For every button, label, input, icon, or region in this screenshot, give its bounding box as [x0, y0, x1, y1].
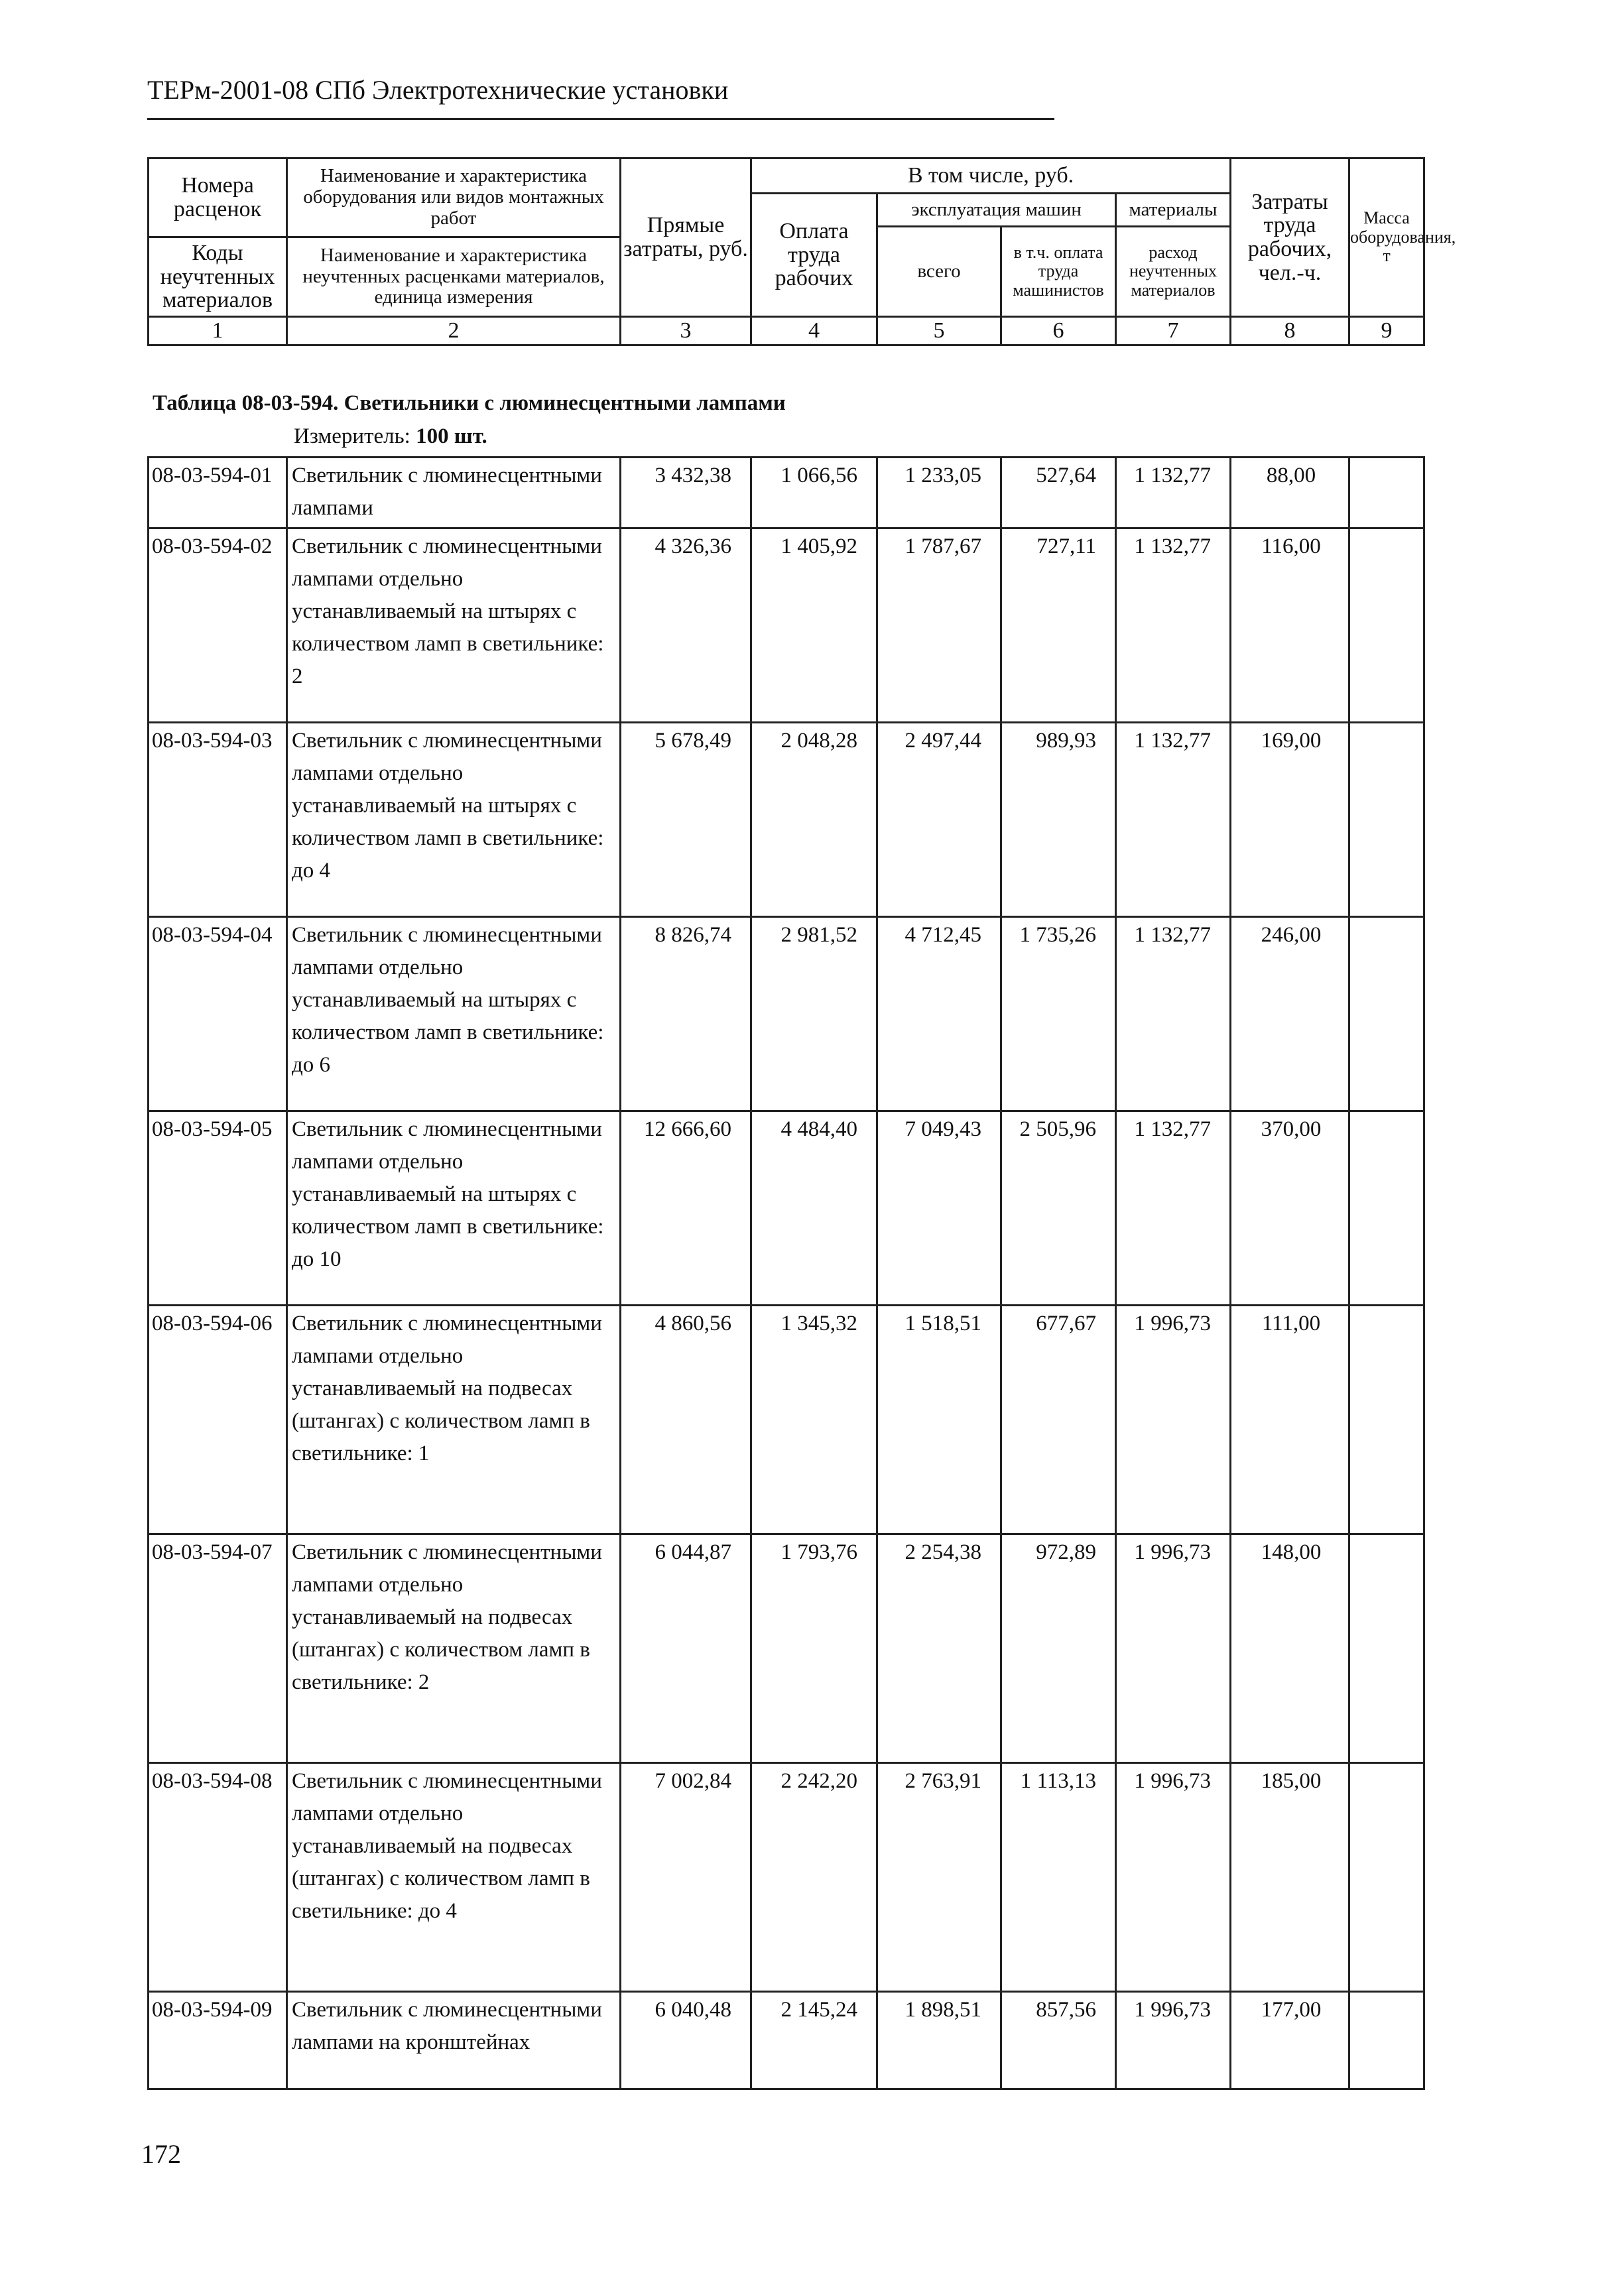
price-table — [147, 456, 1425, 2090]
col8-header: Затраты труда рабочих, чел.-ч. — [1231, 158, 1349, 317]
col5-header: всего — [877, 227, 1001, 317]
cell-hours: 148,00 — [1231, 1534, 1349, 1763]
table-row — [149, 1306, 1424, 1534]
cell-hours: 111,00 — [1231, 1306, 1349, 1534]
cell-operators: 2 505,96 — [1001, 1111, 1116, 1306]
cell-labor: 1 793,76 — [751, 1534, 877, 1763]
cell-desc: Светильник с люминесцентными лампами отдельно устанавливаемый на штырях с количеством ламп в светильнике: 2 — [287, 528, 621, 723]
cell-operators: 677,67 — [1001, 1306, 1116, 1534]
cell-materials: 1 132,77 — [1116, 1111, 1231, 1306]
column-number: 1 — [149, 317, 287, 345]
cell-direct: 7 002,84 — [621, 1763, 751, 1992]
cell-labor: 2 242,20 — [751, 1763, 877, 1992]
col6-header: в т.ч. оплата труда машинистов — [1001, 227, 1116, 317]
cell-direct: 4 326,36 — [621, 528, 751, 723]
cell-mass — [1349, 1992, 1424, 2089]
cell-mass — [1349, 528, 1424, 723]
cell-labor: 2 145,24 — [751, 1992, 877, 2089]
table-row — [149, 723, 1424, 917]
cell-machines: 1 898,51 — [877, 1992, 1001, 2089]
cell-operators: 857,56 — [1001, 1992, 1116, 2089]
cell-operators: 1 735,26 — [1001, 917, 1116, 1111]
cell-mass — [1349, 723, 1424, 917]
cell-materials: 1 996,73 — [1116, 1534, 1231, 1763]
cell-desc: Светильник с люминесцентными лампами — [287, 458, 621, 528]
col2-header-top: Наименование и характеристика оборудования или видов монтажных работ — [287, 158, 621, 237]
materials-group-header: материалы — [1116, 194, 1231, 227]
table-row — [149, 528, 1424, 723]
cell-hours: 246,00 — [1231, 917, 1349, 1111]
cell-operators: 727,11 — [1001, 528, 1116, 723]
cell-labor: 2 981,52 — [751, 917, 877, 1111]
cell-materials: 1 132,77 — [1116, 528, 1231, 723]
cell-hours: 88,00 — [1231, 458, 1349, 528]
col4-header: Оплата труда рабочих — [751, 194, 877, 317]
cell-mass — [1349, 1306, 1424, 1534]
col1-header-top: Номера расценок — [149, 158, 287, 237]
cell-hours: 185,00 — [1231, 1763, 1349, 1992]
column-header-table — [147, 157, 1456, 346]
table-row — [149, 1534, 1424, 1763]
column-number: 3 — [621, 317, 751, 345]
cell-machines: 7 049,43 — [877, 1111, 1001, 1306]
cell-code: 08-03-594-04 — [149, 917, 287, 1111]
table-caption: Таблица 08-03-594. Светильники с люминесцентными лампами — [153, 391, 786, 415]
cell-machines: 2 497,44 — [877, 723, 1001, 917]
page-number: 172 — [141, 2139, 181, 2169]
cell-code: 08-03-594-02 — [149, 528, 287, 723]
cell-direct: 6 040,48 — [621, 1992, 751, 2089]
cell-mass — [1349, 1534, 1424, 1763]
unit-value: 100 шт. — [416, 424, 487, 448]
cell-hours: 116,00 — [1231, 528, 1349, 723]
cell-materials: 1 996,73 — [1116, 1992, 1231, 2089]
cell-materials: 1 996,73 — [1116, 1306, 1231, 1534]
cell-mass — [1349, 1763, 1424, 1992]
column-number: 9 — [1349, 317, 1424, 345]
page-header-title: ТЕРм-2001-08 СПб Электротехнические установки — [147, 75, 729, 105]
table-row — [149, 1992, 1424, 2089]
cell-hours: 370,00 — [1231, 1111, 1349, 1306]
group-header: В том числе, руб. — [751, 158, 1231, 194]
cell-desc: Светильник с люминесцентными лампами на кронштейнах — [287, 1992, 621, 2089]
column-number: 5 — [877, 317, 1001, 345]
cell-machines: 1 518,51 — [877, 1306, 1001, 1534]
column-number: 6 — [1001, 317, 1116, 345]
cell-labor: 2 048,28 — [751, 723, 877, 917]
cell-direct: 8 826,74 — [621, 917, 751, 1111]
unit-label: Измеритель: — [294, 424, 410, 448]
cell-operators: 972,89 — [1001, 1534, 1116, 1763]
cell-hours: 169,00 — [1231, 723, 1349, 917]
column-number: 7 — [1116, 317, 1231, 345]
cell-direct: 6 044,87 — [621, 1534, 751, 1763]
cell-operators: 989,93 — [1001, 723, 1116, 917]
cell-hours: 177,00 — [1231, 1992, 1349, 2089]
col2-header-bottom: Наименование и характеристика неучтенных расценками материалов, единица измерения — [287, 237, 621, 317]
cell-direct: 4 860,56 — [621, 1306, 751, 1534]
cell-machines: 1 787,67 — [877, 528, 1001, 723]
cell-code: 08-03-594-03 — [149, 723, 287, 917]
cell-materials: 1 132,77 — [1116, 917, 1231, 1111]
cell-operators: 527,64 — [1001, 458, 1116, 528]
cell-labor: 4 484,40 — [751, 1111, 877, 1306]
cell-materials: 1 132,77 — [1116, 458, 1231, 528]
column-number: 2 — [287, 317, 621, 345]
cell-labor: 1 405,92 — [751, 528, 877, 723]
table-row — [149, 1763, 1424, 1992]
cell-machines: 1 233,05 — [877, 458, 1001, 528]
table-row — [149, 1111, 1424, 1306]
header-rule — [147, 118, 1054, 120]
cell-code: 08-03-594-07 — [149, 1534, 287, 1763]
unit-of-measure — [294, 424, 487, 449]
cell-code: 08-03-594-01 — [149, 458, 287, 528]
cell-machines: 2 254,38 — [877, 1534, 1001, 1763]
cell-code: 08-03-594-06 — [149, 1306, 287, 1534]
cell-code: 08-03-594-08 — [149, 1763, 287, 1992]
cell-machines: 2 763,91 — [877, 1763, 1001, 1992]
cell-code: 08-03-594-05 — [149, 1111, 287, 1306]
cell-materials: 1 996,73 — [1116, 1763, 1231, 1992]
col1-header-bottom: Коды неучтенных материалов — [149, 237, 287, 317]
cell-labor: 1 345,32 — [751, 1306, 877, 1534]
col7-header: расход неучтенных материалов — [1116, 227, 1231, 317]
cell-mass — [1349, 458, 1424, 528]
cell-desc: Светильник с люминесцентными лампами отдельно устанавливаемый на штырях с количеством ламп в светильнике: до 10 — [287, 1111, 621, 1306]
cell-labor: 1 066,56 — [751, 458, 877, 528]
cell-desc: Светильник с люминесцентными лампами отдельно устанавливаемый на штырях с количеством ламп в светильнике: до 6 — [287, 917, 621, 1111]
cell-operators: 1 113,13 — [1001, 1763, 1116, 1992]
cell-desc: Светильник с люминесцентными лампами отдельно устанавливаемый на подвесах (штангах) с количеством ламп в светильнике: 2 — [287, 1534, 621, 1763]
col9-header: Масса оборудования, т — [1349, 158, 1424, 317]
column-number: 8 — [1231, 317, 1349, 345]
cell-desc: Светильник с люминесцентными лампами отдельно устанавливаемый на штырях с количеством ламп в светильнике: до 4 — [287, 723, 621, 917]
cell-mass — [1349, 1111, 1424, 1306]
machines-group-header: эксплуатация машин — [877, 194, 1116, 227]
cell-desc: Светильник с люминесцентными лампами отдельно устанавливаемый на подвесах (штангах) с количеством ламп в светильнике: 1 — [287, 1306, 621, 1534]
cell-direct: 5 678,49 — [621, 723, 751, 917]
table-row — [149, 458, 1424, 528]
cell-direct: 3 432,38 — [621, 458, 751, 528]
cell-mass — [1349, 917, 1424, 1111]
cell-materials: 1 132,77 — [1116, 723, 1231, 917]
col3-header: Прямые затраты, руб. — [621, 158, 751, 317]
cell-direct: 12 666,60 — [621, 1111, 751, 1306]
table-row — [149, 917, 1424, 1111]
column-number: 4 — [751, 317, 877, 345]
cell-desc: Светильник с люминесцентными лампами отдельно устанавливаемый на подвесах (штангах) с количеством ламп в светильнике: до 4 — [287, 1763, 621, 1992]
cell-code: 08-03-594-09 — [149, 1992, 287, 2089]
cell-machines: 4 712,45 — [877, 917, 1001, 1111]
